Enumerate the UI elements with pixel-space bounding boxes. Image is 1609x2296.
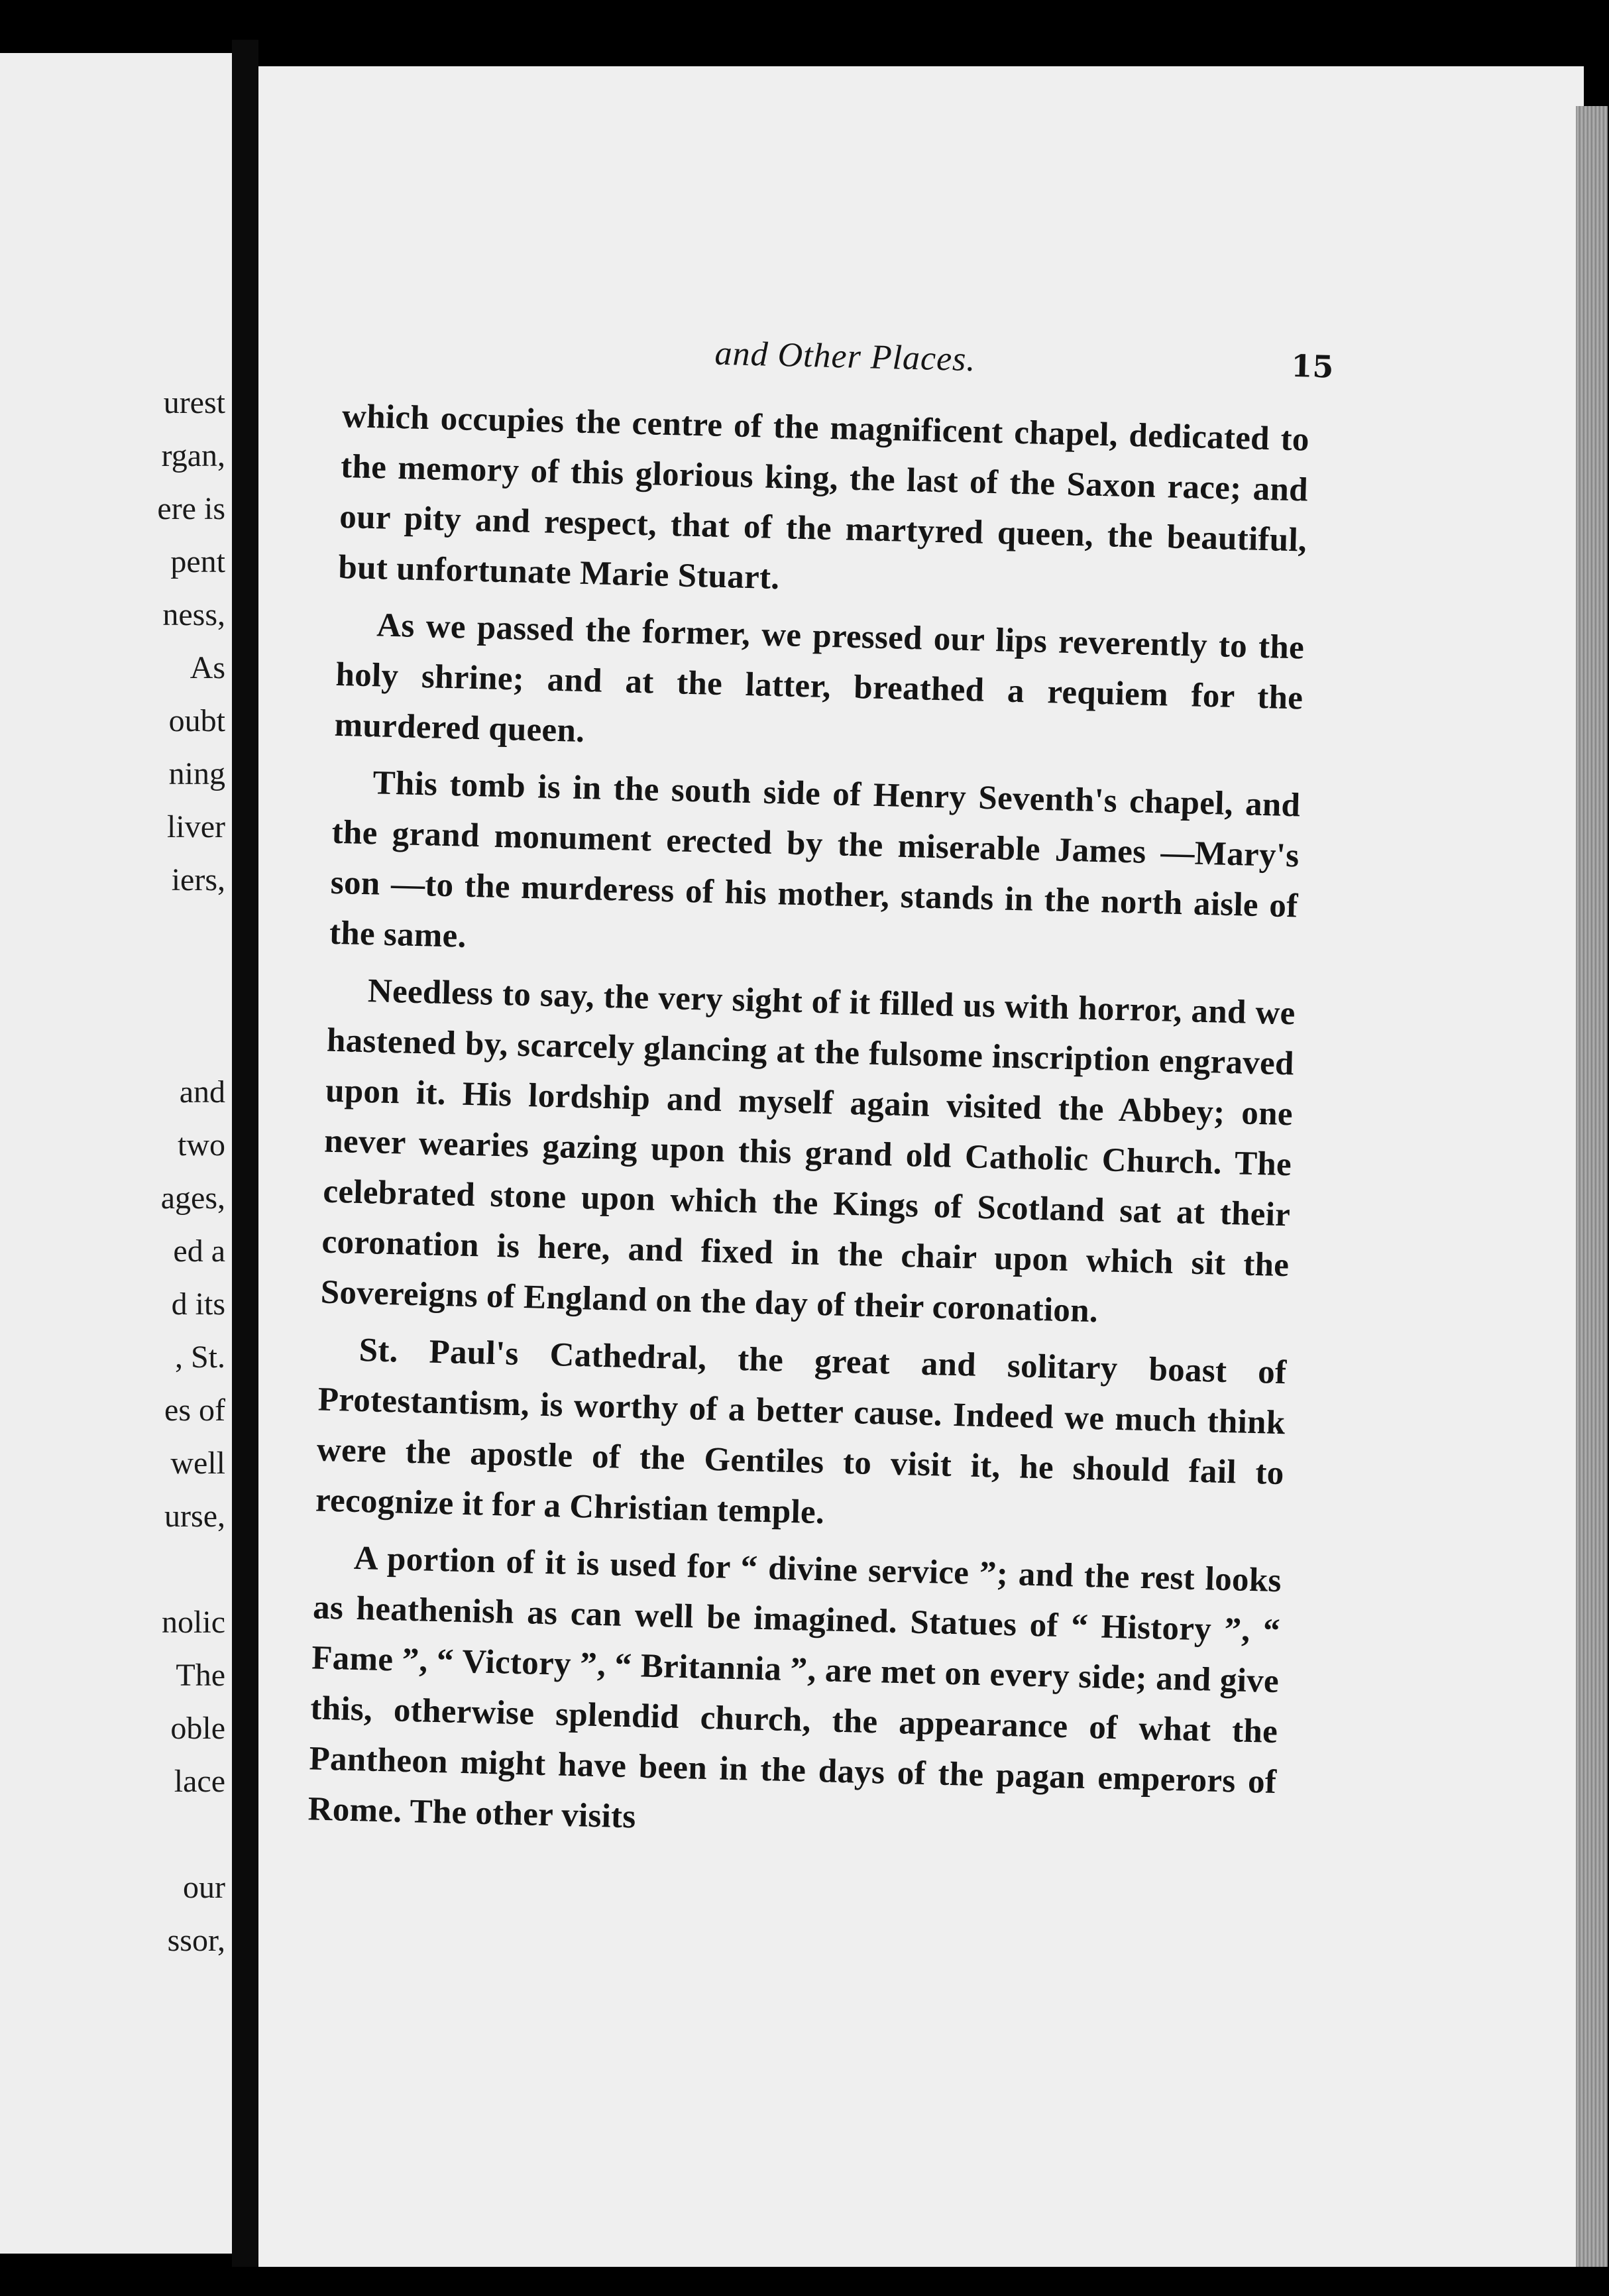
facing-line: two bbox=[178, 1127, 225, 1163]
facing-line: ed a bbox=[173, 1234, 225, 1269]
facing-page-fragment bbox=[0, 53, 232, 2254]
facing-line: liver bbox=[167, 809, 225, 844]
facing-line: oble bbox=[170, 1711, 225, 1746]
book-gutter bbox=[232, 40, 258, 2267]
facing-line: ning bbox=[168, 756, 225, 791]
facing-line: rgan, bbox=[161, 438, 225, 473]
facing-line: pent bbox=[170, 544, 225, 579]
paragraph: This tomb is in the south side of Henry Seventh's chapel, and the grand monument erected by the miserable James —Mary's son —to the murderess of his mother, stands in the north aisle of the same. bbox=[329, 764, 1301, 955]
facing-line: As bbox=[190, 650, 225, 685]
page-content bbox=[307, 312, 1335, 1865]
facing-line: , St. bbox=[174, 1340, 225, 1375]
facing-line: urest bbox=[163, 385, 225, 420]
facing-line: and bbox=[179, 1074, 225, 1110]
facing-line: lace bbox=[174, 1764, 225, 1799]
facing-line: ages, bbox=[160, 1180, 225, 1216]
paragraph: As we passed the former, we pressed our lips reverently to the holy shrine; and at the latter, breathed a requiem for the murdered queen. bbox=[334, 606, 1305, 750]
paragraph: St. Paul's Cathedral, the great and solitary boast of Protestantism, is worthy of a better cause. Indeed we much think were the apostle of the Gentiles to visit it, he should fail to recognize it for a Christian temple. bbox=[315, 1332, 1287, 1532]
paragraph: A portion of it is used for “ divine service ”; and the rest looks as heathenish as can well be imagined. Statues of “ History ”, “ Fame ”, “ Victory ”, “ Britannia ”, are met on every side; and give this, otherwise splendid church, the appearance of what the Pantheon might have been in the days of the pagan emperors of Rome. The other visits bbox=[307, 1539, 1282, 1836]
page-number: 15 bbox=[1290, 347, 1335, 385]
facing-line: ere is bbox=[157, 491, 225, 526]
facing-line: our bbox=[183, 1870, 225, 1905]
facing-line: well bbox=[170, 1446, 225, 1481]
facing-line: iers, bbox=[171, 862, 225, 897]
paragraph: which occupies the centre of the magnificent chapel, dedicated to the memory of this glorious king, the last of the Saxon race; and our pity and respect, that of the martyred queen, the beautiful, but unfortunate Marie Stuart. bbox=[337, 397, 1310, 597]
facing-line: The bbox=[176, 1658, 225, 1693]
page-edge bbox=[1576, 106, 1608, 2267]
facing-line: d its bbox=[171, 1287, 225, 1322]
facing-line: es of bbox=[164, 1393, 225, 1428]
facing-line: oubt bbox=[168, 703, 225, 738]
running-title: and Other Places. bbox=[714, 334, 977, 379]
facing-line: ssor, bbox=[167, 1923, 225, 1958]
facing-line: nolic bbox=[162, 1605, 225, 1640]
paragraph: Needless to say, the very sight of it filled us with horror, and we hastened by, scarcely glancing at the fulsome inscription engraved upon it. His lordship and myself again visited the Abbey; one never wearies gazing upon this grand old Catholic Church. The celebrated stone upon which the Kings of Scotland sat at their coronation is here, and fixed in the chair upon which sit the Sovereigns of England on the day of their coronation. bbox=[320, 972, 1296, 1330]
facing-line: urse, bbox=[164, 1499, 225, 1534]
facing-line: ness, bbox=[162, 597, 225, 632]
